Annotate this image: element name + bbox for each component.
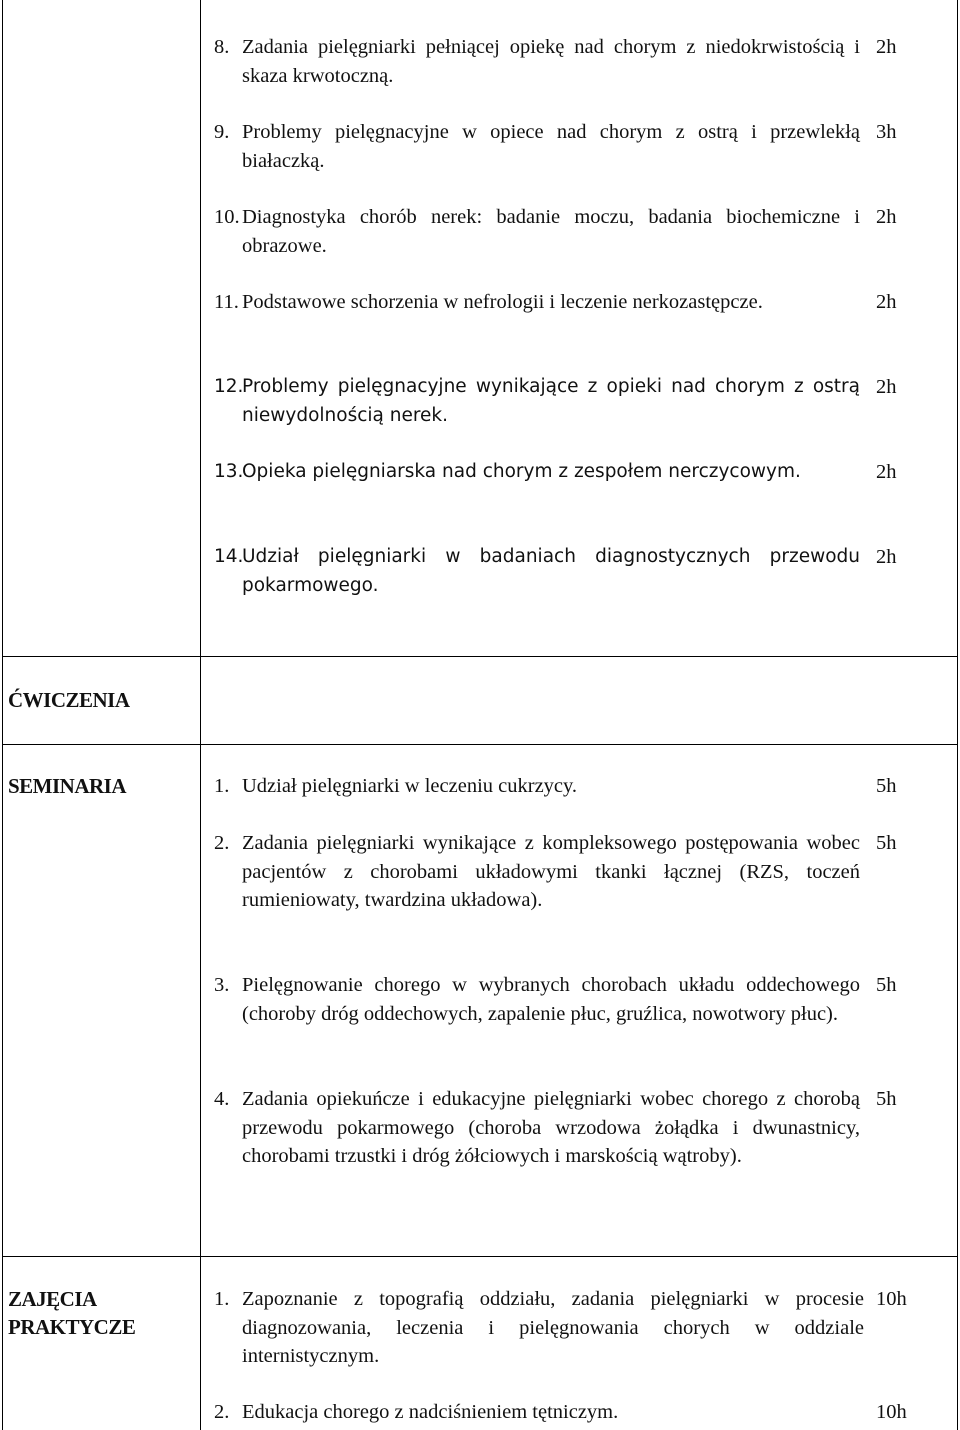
item-number: 1. xyxy=(214,775,230,797)
item-hours: 10h xyxy=(876,1288,907,1310)
section-title-seminaria: SEMINARIA xyxy=(8,774,127,798)
table-row-divider-1 xyxy=(2,656,958,657)
lecture-item-12 xyxy=(214,373,860,430)
item-number: 10. xyxy=(214,206,240,228)
item-number: 4. xyxy=(214,1088,230,1110)
item-hours: 5h xyxy=(876,832,897,854)
table-border-right xyxy=(957,0,958,1430)
item-number: 1. xyxy=(214,1288,230,1310)
item-text: Podstawowe schorzenia w nefrologii i leczenie nerkozastępcze. xyxy=(242,291,763,313)
seminar-item-4 xyxy=(214,1085,860,1171)
seminar-item-2 xyxy=(214,829,860,915)
item-text: Problemy pielęgnacyjne w opiece nad chorym z ostrą i przewlekłą białaczką. xyxy=(242,121,860,172)
item-number: 12. xyxy=(214,376,244,397)
lecture-item-13 xyxy=(214,458,860,487)
item-hours: 2h xyxy=(876,376,897,398)
practical-item-2 xyxy=(214,1398,864,1427)
section-title-zajecia-line1: ZAJĘCIA xyxy=(8,1287,97,1311)
item-number: 2. xyxy=(214,832,230,854)
item-number: 14. xyxy=(214,546,244,567)
item-number: 11. xyxy=(214,291,239,313)
lecture-item-14 xyxy=(214,543,860,600)
item-text: Diagnostyka chorób nerek: badanie moczu, badania biochemiczne i obrazowe. xyxy=(242,206,860,257)
item-hours: 2h xyxy=(876,546,897,568)
item-number: 8. xyxy=(214,36,230,58)
table-divider-col1 xyxy=(200,0,201,1430)
item-number: 2. xyxy=(214,1401,230,1423)
item-hours: 2h xyxy=(876,36,897,58)
item-text: Opieka pielęgniarska nad chorym z zespołem nerczycowym. xyxy=(242,461,801,482)
seminar-item-3 xyxy=(214,971,860,1028)
table-row-divider-3 xyxy=(2,1256,958,1257)
item-number: 9. xyxy=(214,121,230,143)
item-text: Zadania opiekuńcze i edukacyjne pielęgniarki wobec chorego z chorobą przewodu pokarmowego (choroba wrzodowa żołądka i dwunastnicy, chorobami trzustki i dróg żółciowych i marskością wątroby). xyxy=(242,1088,860,1167)
lecture-item-9 xyxy=(214,118,860,175)
practical-item-1 xyxy=(214,1285,864,1371)
item-text: Zadania pielęgniarki pełniącej opiekę nad chorym z niedokrwistością i skaza krwotoczną. xyxy=(242,36,860,87)
item-hours: 2h xyxy=(876,206,897,228)
item-text: Problemy pielęgnacyjne wynikające z opieki nad chorym z ostrą niewydolnością nerek. xyxy=(242,376,860,426)
item-hours: 5h xyxy=(876,1088,897,1110)
item-text: Udział pielęgniarki w leczeniu cukrzycy. xyxy=(242,775,578,797)
item-number: 3. xyxy=(214,974,230,996)
item-hours: 2h xyxy=(876,461,897,483)
item-hours: 5h xyxy=(876,974,897,996)
table-row-divider-2 xyxy=(2,744,958,745)
item-hours: 2h xyxy=(876,291,897,313)
item-text: Pielęgnowanie chorego w wybranych chorobach układu oddechowego (choroby dróg oddechowych, zapalenie płuc, gruźlica, nowotwory płuc). xyxy=(242,974,860,1025)
lecture-item-10 xyxy=(214,203,860,260)
item-text: Edukacja chorego z nadciśnieniem tętniczym. xyxy=(242,1401,619,1423)
seminar-item-1 xyxy=(214,772,860,801)
item-hours: 10h xyxy=(876,1401,907,1423)
lecture-item-11 xyxy=(214,288,860,317)
item-hours: 3h xyxy=(876,121,897,143)
item-number: 13. xyxy=(214,461,244,482)
table-border-left xyxy=(2,0,3,1430)
section-title-cwiczenia: ĆWICZENIA xyxy=(8,688,130,712)
section-title-zajecia-line2: PRAKTYCZE xyxy=(8,1315,136,1339)
lecture-item-8 xyxy=(214,33,860,90)
item-hours: 5h xyxy=(876,775,897,797)
item-text: Udział pielęgniarki w badaniach diagnostycznych przewodu pokarmowego. xyxy=(242,546,860,596)
item-text: Zapoznanie z topografią oddziału, zadania pielęgniarki w procesie diagnozowania, leczenia i pielęgnowania chorych w oddziale internistycznym. xyxy=(242,1288,864,1367)
item-text: Zadania pielęgniarki wynikające z kompleksowego postępowania wobec pacjentów z chorobami układowymi tkanki łącznej (RZS, toczeń rumieniowaty, twardzina układowa). xyxy=(242,832,860,911)
